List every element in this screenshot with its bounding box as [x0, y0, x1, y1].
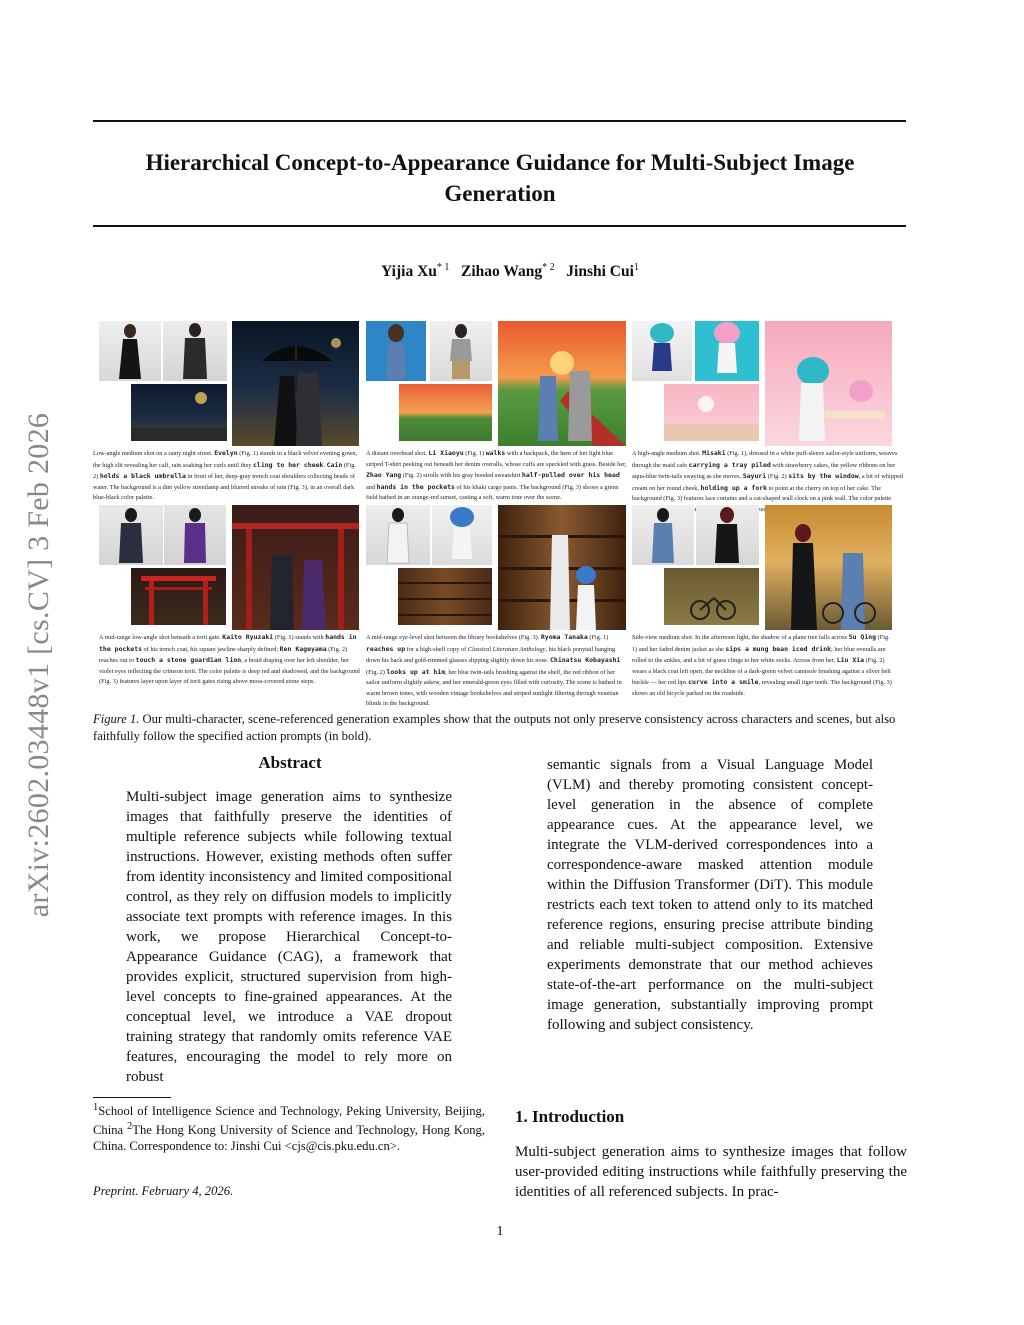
- abstract-column-2: semantic signals from a Visual Language Model (VLM) and thereby promoting consistent concept-level generation in the absence of complete appearance cues. At the appearance level, we integrate the VLM-derived correspondences into a correspondence-aware masked attention module within the Diffusion Transformer (DiT). This module restricts each text token to attend only to its matched reference regions, ensuring precise attribute binding and reliable multi-subject composition. Extensive experiments demonstrate that our method achieves state-of-the-art performance on the multi-subject image generation, substantially improving prompt following and subject consistency.: [547, 757, 873, 1033]
- action-prompt-bold: Liu Xia: [836, 656, 865, 664]
- action-prompt-bold: cling to her cheek: [253, 460, 324, 469]
- author-name: Jinshi Cui: [566, 263, 634, 281]
- generated-image-walking-couple: [498, 321, 626, 446]
- caption-run: (Fig. 2): [93, 461, 356, 480]
- introduction-heading: 1. Introduction: [515, 1107, 625, 1126]
- caption-run: (Fig. 2): [366, 668, 387, 676]
- author-affiliation: * 1: [436, 262, 450, 273]
- author-list: [120, 262, 900, 281]
- caption-run: to point at the cherry on top of her cake. The background (Fig. 3) features lace curtains and a cat-shaped wall clock on a pink wall. The color palette: [632, 484, 892, 502]
- action-prompt-bold: Ren Kageyama: [279, 644, 327, 653]
- caption-run: with strawberry cakes, the yellow ribbons on her aqua-blue twin-tails swaying as she moves.: [632, 461, 896, 480]
- caption-run: A mid-range eye-level shot between the library bookshelves (Fig. 3).: [366, 634, 541, 641]
- generated-image-maid-cafe: [765, 321, 892, 446]
- reference-image-man-hoodie: [430, 321, 492, 381]
- action-prompt-bold: hands in the pockets: [376, 482, 455, 491]
- page-number: 1: [496, 1224, 504, 1239]
- action-prompt-bold: sips a mung bean iced drink: [725, 644, 832, 653]
- caption-run: (Fig. 1) stands in a black velvet evening gown, the high slit revealing her calf, rain soaking her curls until they: [93, 450, 358, 469]
- author-affiliation: * 2: [542, 262, 555, 273]
- action-prompt-bold: holds a black umbrella: [99, 472, 186, 480]
- action-prompt-bold: Su Qing: [848, 633, 877, 641]
- paper-title: Hierarchical Concept-to-Appearance Guidance for Multi-Subject Image Generation: [145, 150, 855, 206]
- action-prompt-bold: looks up at him: [386, 667, 446, 676]
- reference-image-man-ponytail: [366, 505, 430, 565]
- reference-image-street-bicycle: [664, 568, 759, 625]
- reference-image-man-trench: [99, 505, 163, 565]
- caption-run: (Fig. 1), dressed in a white puff-sleeve sailor-style uniform, weaves through the maid cafe: [632, 450, 898, 469]
- action-prompt-bold: Evelyn: [214, 449, 238, 457]
- caption-run: , a braid draping over her left shoulder, her violet eyes reflecting the crimson torii. The color palette is deep red and shadowed, and the background (Fig. 3) features layer upon layer of torii gates rising above moss-covered stone steps.: [99, 657, 360, 685]
- caption-run: , a bit of whipped cream on her round cheek,: [632, 473, 903, 492]
- figure-caption-text: Our multi-character, scene-referenced generation examples show that the outputs not only preserve consistency across characters and scenes, but also faithfully follow the specified action prompts (in bold).: [93, 712, 896, 743]
- figure-caption-label: Figure 1.: [93, 712, 140, 726]
- generated-image-street-scene: [765, 505, 892, 630]
- panel-caption-2: [366, 448, 628, 504]
- title-top-rule: [93, 120, 906, 122]
- caption-run: (Fig. 2) reaches out to: [99, 645, 348, 664]
- caption-run: .: [323, 461, 327, 469]
- figure-caption: [93, 711, 909, 745]
- action-prompt-bold: reaches up: [366, 644, 406, 653]
- reference-image-torii-gates: [131, 568, 226, 625]
- generated-image-rain-umbrella: [232, 321, 359, 446]
- reference-image-sunset-field: [399, 384, 492, 441]
- caption-run: for a high-shelf copy of: [405, 645, 468, 653]
- action-prompt-bold: Kaito Ryuzaki: [222, 633, 274, 641]
- caption-run: and: [366, 483, 377, 491]
- caption-run: (Fig. 2) strolls with his gray hooded sweatshirt: [401, 472, 522, 479]
- caption-run: (Fig. 2) wears a black coat left open, the neckline of a dark-green velvet camisole brushing against a silver belt buckle — her red lips: [632, 657, 891, 686]
- caption-run: , her blue twin-tails brushing against the shelf, the red ribbon of her sailor uniform slightly askew, and her emerald-green eyes filled with curiosity. The scene is bathed in warm brown tones, with wooden vintage bookshelves and striped sunlight filtering through venetian blinds in the background.: [366, 668, 622, 707]
- caption-run: A mid-range low-angle shot beneath a torii gate.: [99, 634, 223, 641]
- abstract-column-1: Multi-subject image generation aims to synthesize images that faithfully preserve the identities of multiple reference subjects while following textual instructions. However, existing methods often suffer from identity inconsistency and limited compositional control, as they rely on diffusion models to implicitly associate text prompts with reference images. In this work, we propose Hierarchical Concept-to-Appearance Guidance (CAG), a framework that provides explicit, structured supervision from high-level concepts to fine-grained appearances. At the conceptual level, we introduce a VAE dropout training strategy that randomly omits reference VAE features, encouraging the model to rely more on robust: [126, 789, 452, 1085]
- action-prompt-bold: touch a stone guardian lion: [135, 656, 242, 664]
- caption-run: in front of her, deep-gray trench coat shoulders collecting beads of water. The background is a dim yellow streetlamp and blurred streaks of rain (Fig. 3), in an overall dark blue-black color palette.: [93, 473, 355, 501]
- caption-run: Low-angle medium shot on a rainy night street.: [93, 450, 215, 457]
- panel-caption-1: [93, 448, 358, 504]
- action-prompt-bold: Li Xiaoyu: [428, 449, 464, 457]
- reference-image-girl-overalls: [366, 321, 426, 381]
- reference-image-girl-denim: [632, 505, 694, 565]
- action-prompt-bold: Cain: [326, 460, 343, 469]
- generated-image-torii-scene: [232, 505, 359, 630]
- action-prompt-bold: hands in the pockets: [99, 633, 357, 653]
- caption-run: (Fig. 1): [463, 450, 486, 457]
- action-prompt-bold: curve into a smile: [688, 678, 759, 686]
- reference-image-rainy-street: [131, 384, 227, 441]
- caption-run: Side-view medium shot. In the afternoon light, the shadow of a plane tree falls across: [632, 634, 849, 641]
- footnote-rule: [93, 1097, 171, 1098]
- caption-run: (Fig. 1) stands with: [273, 634, 326, 641]
- footnote-marker: 1: [93, 1102, 99, 1113]
- caption-run: A high-angle medium shot.: [632, 450, 703, 457]
- reference-image-anime-girl-sailor: [432, 505, 492, 565]
- caption-run: (Fig. 1) and her faded denim jacket as she: [632, 634, 890, 653]
- author-affiliation: 1: [633, 262, 639, 273]
- reference-image-woman-black-coat: [696, 505, 759, 565]
- introduction-text: Multi-subject generation aims to synthesize images that follow user-provided editing instructions while faithfully preserving the identities of all referenced subjects. In prac-: [515, 1144, 907, 1200]
- arxiv-id-text: arXiv:2602.03448v1 [cs.CV] 3 Feb 2026: [22, 412, 55, 918]
- reference-image-woman-purple: [164, 505, 226, 565]
- action-prompt-bold: Sayuri: [742, 472, 767, 480]
- arxiv-side-stamp: [10, 385, 68, 945]
- caption-run: (Fig. 1): [587, 634, 609, 641]
- panel-caption-4: [99, 632, 361, 688]
- action-prompt-bold: walks: [485, 449, 506, 457]
- panel-caption-6: [632, 632, 894, 699]
- panel-caption-5: [366, 632, 628, 710]
- footnote-affiliation-1: School of Intelligence Science and Technology, Peking University, Beijing, China: [93, 1104, 485, 1138]
- caption-run: Classical Literature Anthology: [467, 645, 546, 653]
- caption-run: , his black ponytail hanging down his back and gold-rimmed glasses slipping slightly down his nose.: [366, 645, 616, 664]
- reference-image-anime-girl-blue: [632, 321, 692, 381]
- reference-image-man: [163, 321, 227, 381]
- caption-run: of his trench coat, his square jawline sharply defined;: [142, 645, 280, 653]
- caption-run: (Fig. 2): [766, 473, 789, 480]
- action-prompt-bold: carrying a tray piled: [688, 460, 771, 469]
- abstract-heading: Abstract: [258, 753, 322, 772]
- action-prompt-bold: Misaki: [702, 449, 726, 457]
- reference-image-library-shelves: [398, 568, 492, 625]
- action-prompt-bold: Ryoma Tanaka: [540, 633, 588, 641]
- title-bottom-rule: [93, 225, 906, 227]
- preprint-note: Preprint. February 4, 2026.: [93, 1184, 234, 1198]
- generated-image-library-scene: [498, 505, 626, 630]
- action-prompt-bold: holding up a fork: [700, 483, 768, 492]
- reference-image-cafe-interior: [664, 384, 759, 441]
- action-prompt-bold: Zhao Yang: [366, 471, 402, 479]
- affiliation-footnote: [93, 1100, 485, 1154]
- action-prompt-bold: half-pulled over his head: [521, 471, 620, 479]
- caption-run: ; her blue overalls are rolled to the ankles, and a bit of grass clings to her white socks. Across from her,: [632, 645, 886, 664]
- caption-run: A distant overhead shot.: [366, 450, 429, 457]
- reference-image-anime-girl-pink: [695, 321, 759, 381]
- reference-image-woman: [99, 321, 161, 381]
- author-name: Yijia Xu: [381, 263, 437, 281]
- footnote-affiliation-2: The Hong Kong University of Science and Technology, Hong Kong, China. Correspondence to: Jinshi Cui <cjs@cis.pku.edu.cn>.: [93, 1123, 485, 1154]
- caption-run: with a backpack, the hem of her light blue striped T-shirt peeking out beneath her denim overalls, whose cuffs are speckled with grass. Beside her,: [366, 450, 627, 468]
- caption-run: , revealing small tiger teeth. The background (Fig. 3) shows an old bicycle parked on the roadside.: [632, 679, 892, 697]
- author-name: Zihao Wang: [461, 263, 543, 281]
- caption-run: of his khaki cargo pants. The background (Fig. 3) shows a green field bathed in an orange-red sunset, casting a soft, warm tone over the scene.: [366, 483, 619, 501]
- action-prompt-bold: sits by the window: [788, 472, 859, 480]
- action-prompt-bold: Chinatsu Kobayashi: [550, 656, 621, 664]
- footnote-marker: 2: [127, 1121, 133, 1133]
